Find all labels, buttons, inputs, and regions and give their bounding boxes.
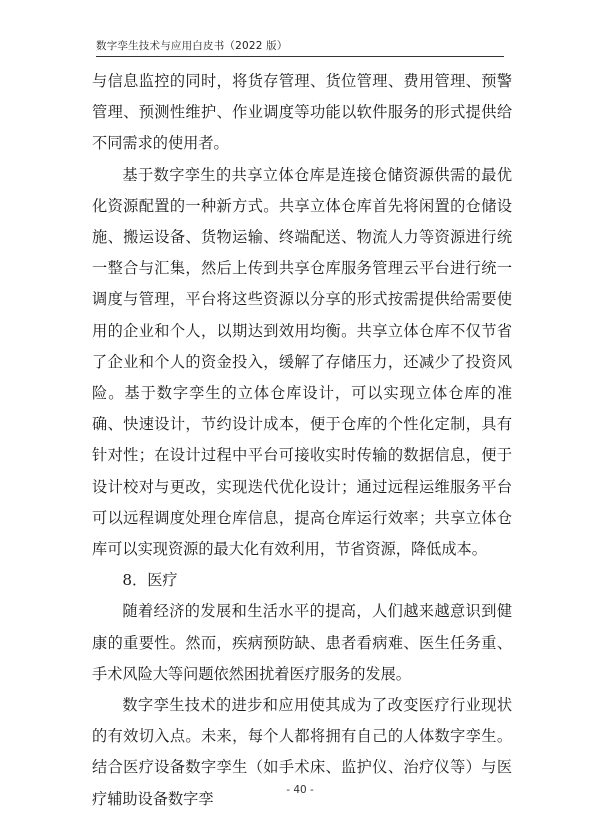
paragraph-shared-warehouse: 基于数字孪生的共享立体仓库是连接仓储资源供需的最优化资源配置的一种新方式。共享立体仓库首先将闲置的仓储设施、搬运设备、货物运输、终端配送、物流人力等资源进行统一整合与汇集，然后上传到共享仓库服务管理云平台进行统一调度与管理，平台将这些资源以分享的形式按需提供给需要使用的企业和个人，以期达到效用均衡。共享立体仓库不仅节省了企业和个人的资金投入，缓解了存储压力，还减少了投资风险。基于数字孪生的立体仓库设计，可以实现立体仓库的准确、快速设计，节约设计成本，便于仓库的个性化定制，具有针对性；在设计过程中平台可接收实时传输的数据信息，便于设计校对与更改，实现迭代优化设计；通过远程运维服务平台可以远程调度处理仓库信息，提高仓库运行效率；共享立体仓库可以实现资源的最大化有效利用，节省资源，降低成本。 [92, 165, 512, 559]
page-number: - 40 - [286, 784, 314, 796]
page-header [96, 38, 504, 57]
continued-paragraph: 与信息监控的同时，将货存管理、货位管理、费用管理、预警管理、预测性维护、作业调度等功能以软件服务的形式提供给不同需求的使用者。 [92, 72, 512, 153]
document-body [92, 66, 512, 815]
header-title: 数字孪生技术与应用白皮书（2022 版） [96, 40, 288, 52]
paragraph-digital-twin: 数字孪生技术的进步和应用使其成为了改变医疗行业现状的有效切入点。未来，每个人都将拥有自己的人体数字孪生。结合医疗设备数字孪生（如手术床、监护仪、治疗仪等）与医疗辅助设备数字孪 [92, 696, 512, 808]
section-heading-medical: 8．医疗 [122, 571, 178, 590]
paragraph-health: 随着经济的发展和生活水平的提高，人们越来越意识到健康的重要性。然而，疾病预防缺、患者看病难、医生任务重、手术风险大等问题依然困扰着医疗服务的发展。 [92, 602, 512, 683]
